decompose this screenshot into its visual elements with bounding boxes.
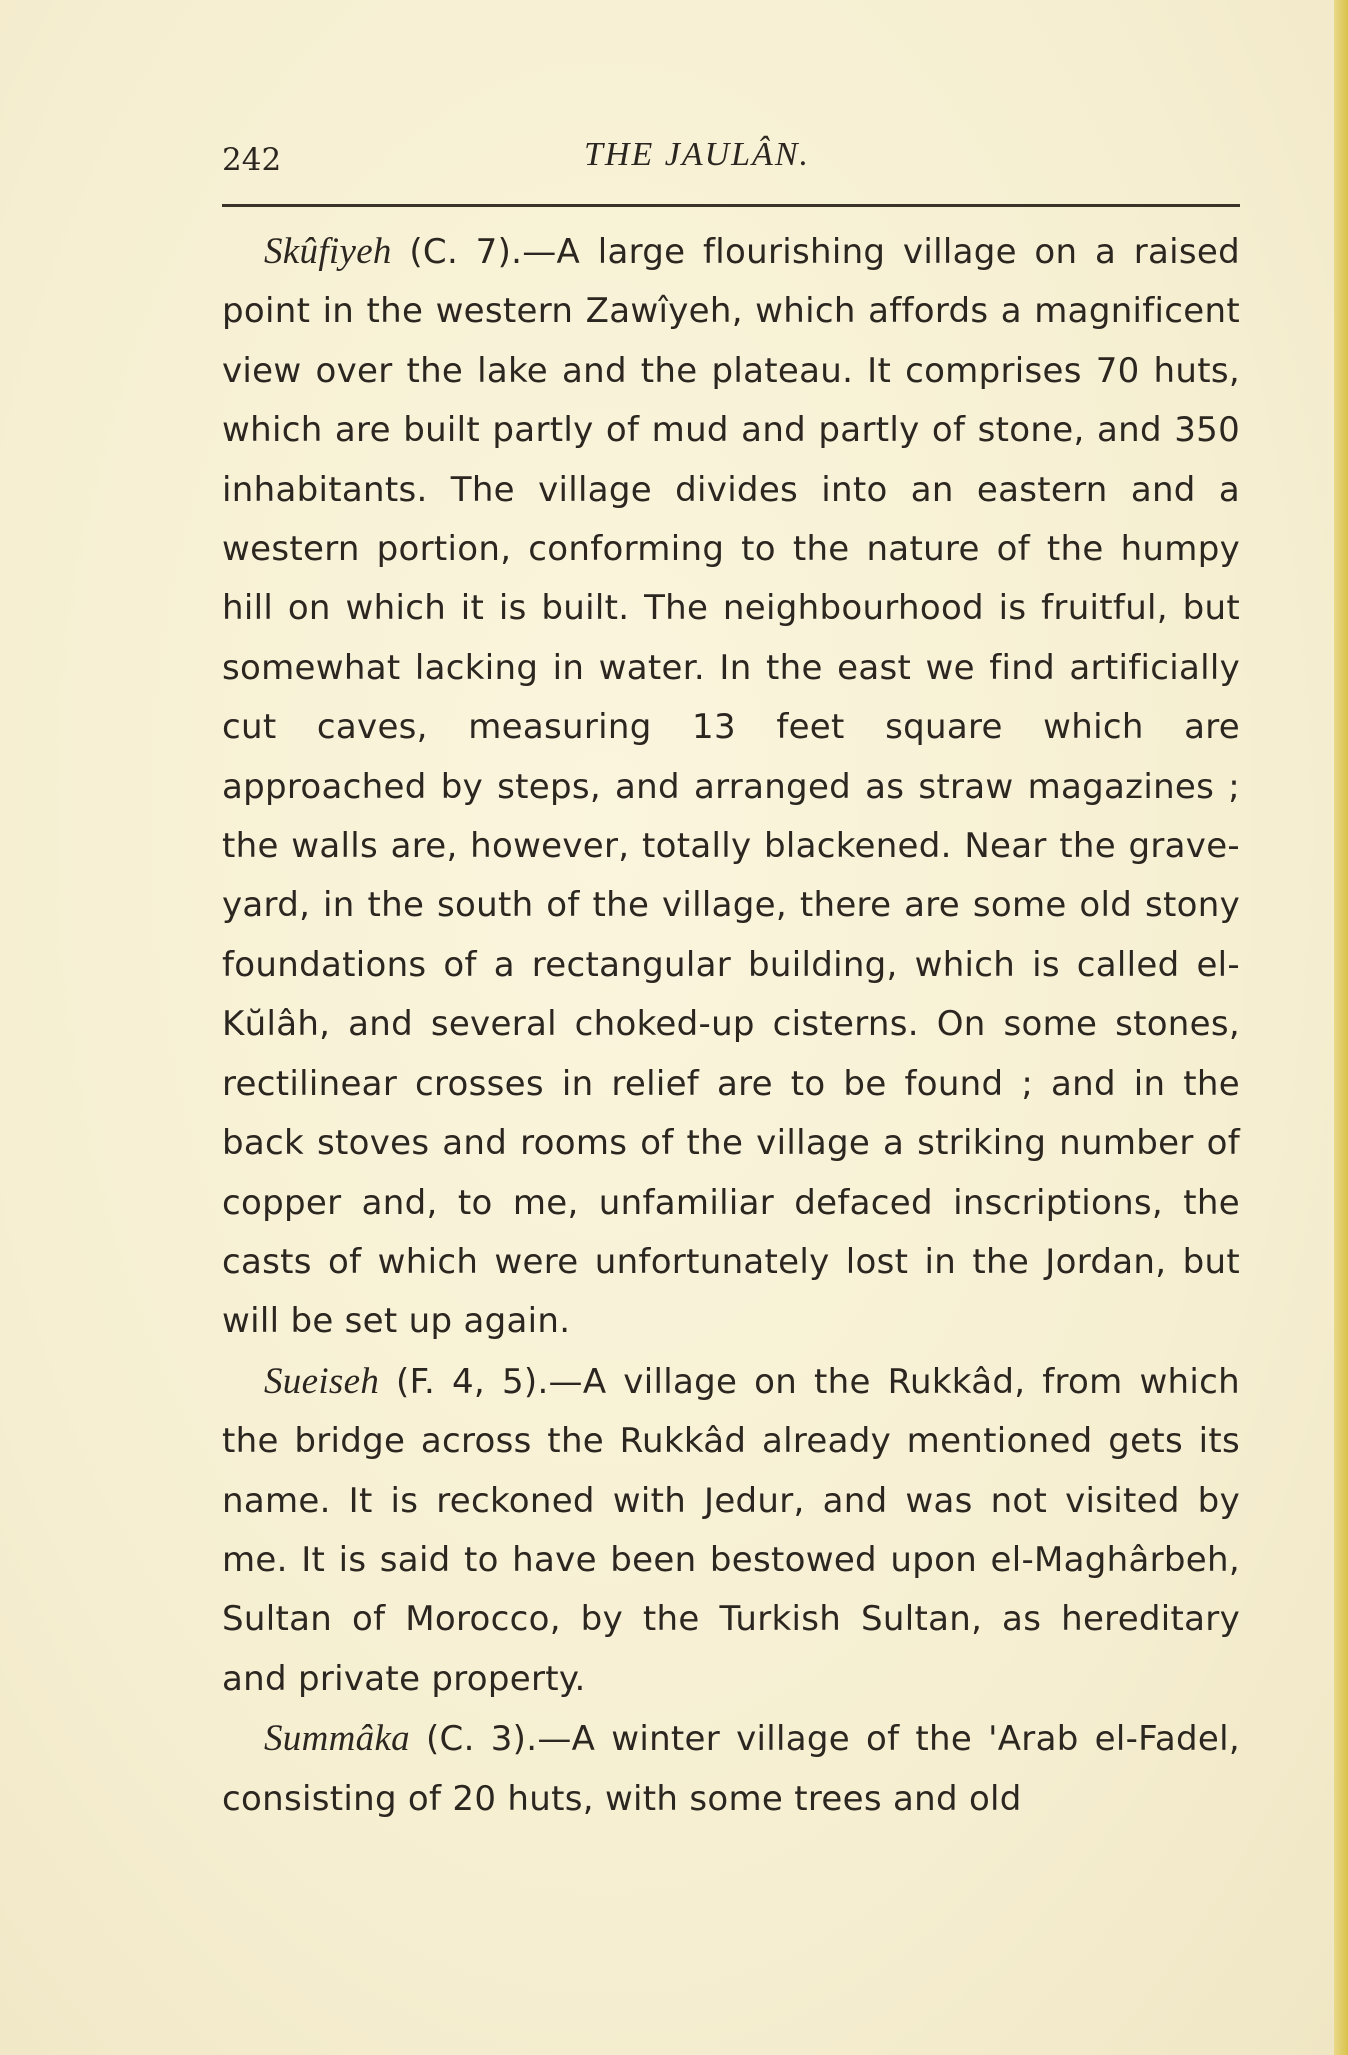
page-number: 242 bbox=[222, 142, 282, 178]
header-rule bbox=[222, 204, 1240, 207]
entry-term: Skûfiyeh bbox=[264, 231, 392, 272]
body-text bbox=[222, 222, 1240, 1829]
running-title: THE JAULÂN. bbox=[584, 136, 810, 173]
page-edge bbox=[1334, 0, 1348, 2055]
entry-text: (F. 4, 5).—A village on the Rukkâd, from which the bridge across the Rukkâd already mentioned gets its name. It is reckoned with Jedur, and was not visited by me. It is said to have been bestowed upon el-Maghârbeh, Sultan of Morocco, by the Turkish Sultan, as hereditary and private property. bbox=[222, 1361, 1240, 1699]
entry-term: Sueiseh bbox=[264, 1360, 380, 1402]
entry-text: (C. 7).—A large flourishing village on a raised point in the western Zawîyeh, which affords a magnificent view over the lake and the plateau. It comprises 70 huts, which are built partly of mud and partly of stone, and 350 inhabitants. The village divides into an eastern and a western portion, conforming to the nature of the humpy hill on which it is built. The neighbourhood is fruitful, but somewhat lacking in water. In the east we find artificially cut caves, measuring 13 feet square which are approached by steps, and arranged as straw magazines ; the walls are, however, totally blackened. Near the grave-yard, in the south of the village, there are some old stony foundations of a rectangular building, which is called el-Kŭlâh, and several choked-up cisterns. On some stones, rectilinear crosses in relief are to be found ; and in the back stoves and rooms of the village a striking number of copper and, to me, unfamiliar defaced inscriptions, the casts of which were unfortunately lost in the Jordan, but will be set up again. bbox=[222, 232, 1240, 1342]
entry-term: Summâka bbox=[264, 1718, 410, 1760]
paragraph-skufiyeh bbox=[222, 222, 1240, 1352]
paragraph-summaka bbox=[222, 1709, 1240, 1829]
page-header bbox=[222, 136, 1242, 184]
paragraph-sueiseh bbox=[222, 1352, 1240, 1709]
entry-text: (C. 3).—A winter village of the 'Arab el-Fadel, consisting of 20 huts, with some trees and old bbox=[222, 1719, 1240, 1819]
